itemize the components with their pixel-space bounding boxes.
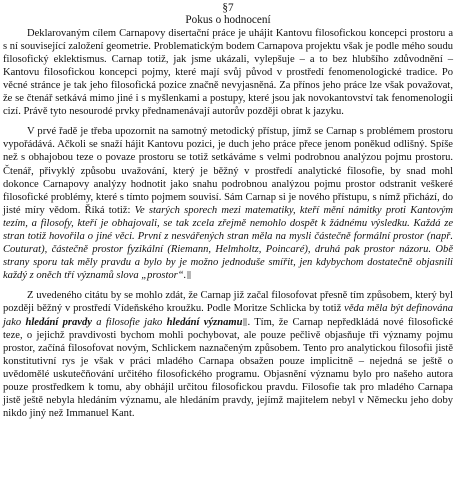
schlick-quote-part-1: věda měla být definována jako xyxy=(3,303,453,328)
paragraph-1: Deklarovaným cílem Carnapovy disertační práce je uhájit Kantovu filosofickou koncepci prostoru a s ní související založení geometrie. Problematickým bodem Carnapova projektu však je podle mého soudu filosofický eklektismus. Carnap totiž, jak jsme ukázali, vylepšuje – a to bez hlubšího zdůvodnění – Kantovu filosofickou koncepci pojmy, které mají svůj původ v prostředí fenomenologické tradice. Po věcné stránce je tak jeho filosofická pozice značně nevyjasněná. Za přínos jeho práce lze však považovat, že se čtenář setkává mimo jiné i s myšlenkami a postupy, které jsou jak novokantovství tak fenomenologii cizí. Právě tyto nesourodé prvky přednamenávají autorův později obrat k jazyku. xyxy=(3,27,453,118)
paragraph-2-text: V prvé řadě je třeba upozornit na samotný metodický přístup, jímž se Carnap s problémem prostoru vypořádává. Ačkoli se snaží hájit Kantovu pozici, je duch jeho práce přece jenom poněkud odlišný. Spíše než s obhajobou teze o povaze prostoru se totiž setkáváme s velmi podrobnou analýzou pojmu prostoru. Čtenář, přivyklý způsobu uvažování, který je běžný v prostředí analytické filosofie, by snad mohl dokonce Carnapovy analýzy hodnotit jako snahu podrobnou analýzou pojmu prostor odstranit veškeré filosofické problémy, které s tímto pojmem souvisí. Sám Carnap si je nového přístupu, s nímž přichází, do jisté míry vědom. Říká totiž: xyxy=(3,126,453,216)
paragraph-gap xyxy=(3,282,453,289)
paragraph-3-rest: . Tím, že Carnap nepředkládá nové filosofické teze, o jejichž pravdivosti bychom mohli pochybovat, ale pouze pečlivě objasňuje tři významy pojmu prostor, začíná filosofovat novým, Schlickem naznačeným způsobem. Tento pro analytickou filosofii jistě konstitutivní rys je však v práci mladého Carnapa obsažen pouze implicitně – nejedná se ještě o uvědomělé uskutečňování určitého filosofického programu. Objasnění významu bylo pro našeho autora pouze prostředkem k tomu, aby obhájil určitou filosofickou pravdu. Filosofie tak pro mladého Carnapa jistě ještě nebyla hledáním významu, ale hledáním pravdy, jejímž majitelem nebyl v Německu jeho doby nikdo jiný než Immanuel Kant. xyxy=(3,316,454,420)
section-mark: §7 xyxy=(222,2,234,14)
paragraph-3 xyxy=(3,289,453,420)
carnap-quote: Ve starých sporech mezi matematiky, kteří mění námitky proti Kantovým tezím, a filosofy, kteří je obhajovali, se tak zcela zřejmě nemohlo dospět k žádnému výsledku. Každá ze stran totiž hovořila o jiné věci. První z nesvářených stran měla na mysli částečně formální prostor (např. Couturat), částečně prostor fyzikální (Riemann, Helmholtz, Poincaré), druhá pak prostor názoru. Obě strany sporu tak měly pravdu a bylo by je možno jednoduše smířit, jen kdybychom dostatečně objasnili každý z oněch tří významů slova „prostor“. xyxy=(3,204,453,282)
schlick-quote-part-2: a filosofie jako xyxy=(91,316,167,328)
paragraph-2 xyxy=(3,125,453,282)
footnote-marker-icon xyxy=(187,271,191,279)
schlick-bold-truth: hledání pravdy xyxy=(25,316,92,328)
section-heading: Pokus o hodnocení xyxy=(185,14,271,27)
paragraph-gap xyxy=(3,118,453,125)
paragraph-3-text: Z uvedeného citátu by se mohlo zdát, že Carnap již začal filosofovat přesně tím způsobem, který byl později běžný v prostředí Vídeňského kroužku. Podle Moritze Schlicka by totiž xyxy=(3,290,453,315)
schlick-bold-meaning: hledání významu xyxy=(166,316,243,328)
